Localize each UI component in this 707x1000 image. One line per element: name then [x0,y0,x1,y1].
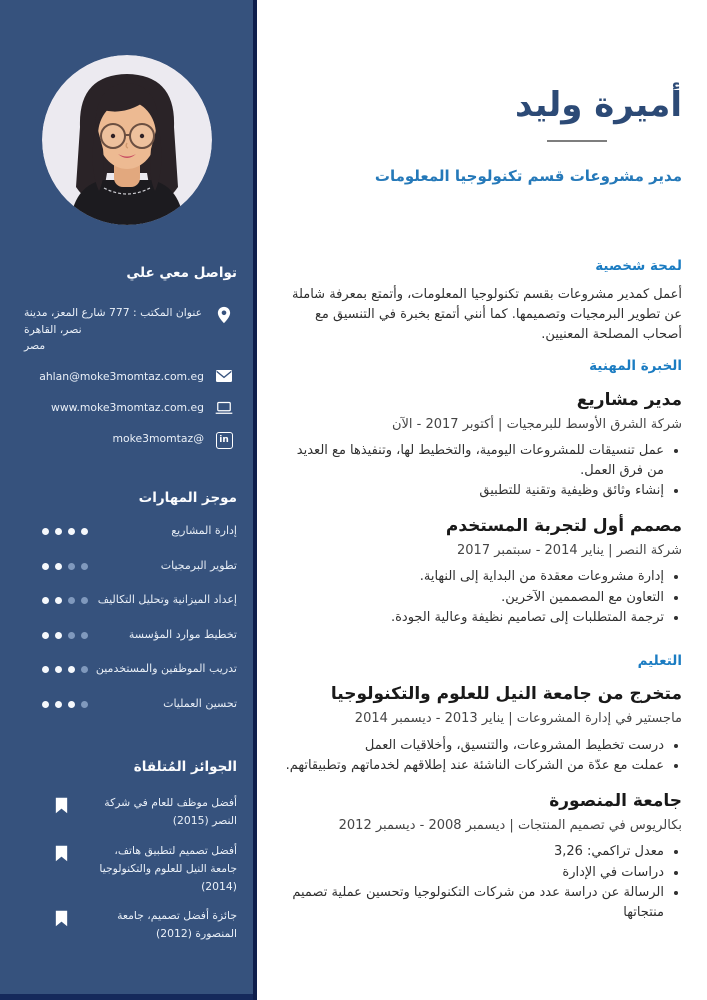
skill-label: إعداد الميزانية وتحليل التكاليف [97,593,237,607]
contact-address-row [24,305,233,355]
award-item [16,842,237,895]
education-heading: التعليم [637,652,682,669]
entry-meta: بكالريوس في تصميم المنتجات | ديسمبر 2008 - ديسمبر 2012 [338,817,682,833]
award-item [16,907,237,943]
skill-label: تدريب الموظفين والمستخدمين [95,662,237,676]
skill-label: تحسين العمليات [163,696,237,710]
bullet: • إدارة مشروعات معقدة من البداية إلى النهاية. [283,567,664,587]
skills-heading: موجز المهارات [138,489,237,506]
linkedin-icon [215,432,233,449]
bullet: • عمل تنسيقات للمشروعات اليومية، والتخطيط لها، وتنفيذها مع العديد من فرق العمل. [283,441,664,480]
entry-title: مدير مشاريع [576,390,682,411]
skill-item [16,523,237,540]
professional-title: مدير مشروعات قسم تكنولوجيا المعلومات [374,166,682,185]
bullet: • الرسالة عن دراسة عدد من شركات التكنولوجيا وتحسين عملية تصميم منتجاتها [283,883,664,922]
skill-label: تطوير البرمجيات [160,558,237,572]
entry-meta: ماجستير في إدارة المشروعات | يناير 2013 - ديسمبر 2014 [354,711,682,727]
main-content [257,0,707,1000]
contact-email-text: ahlan@moke3momtaz.com.eg [39,370,204,384]
skill-item [16,558,237,575]
entry-title: جامعة المنصورة [549,790,682,811]
contact-address-country: مصر [24,339,46,353]
experience-section [283,357,682,627]
contact-linkedin-text: moke3momtaz@ [112,431,204,445]
avatar [42,55,212,225]
contact-list [0,305,253,449]
entry-title: متخرج من جامعة النيل للعلوم والتكنولوجيا [330,684,682,705]
experience-heading: الخبرة المهنية [589,358,682,375]
entry-bullets [283,736,682,776]
contact-heading: تواصل معي علي [126,265,237,281]
envelope-icon [215,370,233,382]
contact-email-row [24,369,233,386]
location-pin-icon [215,306,233,324]
award-item [16,794,237,830]
education-section [283,652,682,922]
contact-website-text: www.moke3momtaz.com.eg [50,400,204,414]
skills-list [0,523,253,712]
contact-linkedin-row [24,431,233,449]
name-underline [547,140,607,142]
bullet: • عملت مع عدّة من الشركات الناشئة عند إطلاقهم لخدماتهم وتطبيقاتهم. [283,756,664,776]
skill-rating-dots [42,666,88,673]
skill-rating-dots [42,528,88,535]
summary-text: أعمل كمدير مشروعات بقسم تكنولوجيا المعلومات، وأتمتع بمعرفة شاملة عن تطوير البرمجيات وتصميمها. كما أنني أتمتع بخبرة في التنسيق مع أصحاب المصلحة المعنيين. [291,287,682,343]
skill-item [16,627,237,644]
sidebar [0,0,253,1000]
summary-section [283,257,682,346]
awards-list [0,794,253,943]
skill-rating-dots [42,632,88,639]
summary-heading: لمحة شخصية [595,257,682,274]
entry-bullets [283,842,682,922]
award-text: أفضل تصميم لتطبيق هاتف، جامعة النيل للعلوم والتكنولوجيا (2014) [99,843,237,893]
awards-heading: الجوائز المُتلقاة [133,759,237,776]
bullet: • التعاون مع المصممين الآخرين. [283,588,664,608]
avatar-photo-illustration [42,55,212,225]
bullet: • دراسات في الإدارة [283,863,664,883]
skill-rating-dots [42,597,88,604]
entry-meta: شركة الشرق الأوسط للبرمجيات | أكتوبر 2017 - الآن [391,416,682,432]
laptop-icon [215,401,233,415]
skill-item [16,661,237,678]
entry-bullets [283,441,682,501]
candidate-name: أميرة وليد [514,85,682,125]
bullet: • إنشاء وثائق وظيفية وتقنية للتطبيق [283,481,664,501]
bullet: • معدل تراكمي: 3,26 [283,842,664,862]
experience-entry [283,389,682,501]
skill-rating-dots [42,563,88,570]
bookmark-icon [55,845,68,866]
bookmark-icon [55,797,68,818]
sidebar-bottom-bar [0,994,253,1000]
education-entry [283,683,682,775]
skill-item [16,592,237,609]
skill-label: تخطيط موارد المؤسسة [128,627,237,641]
contact-address-line: عنوان المكتب : 777 شارع المعز، مدينة نصر، القاهرة [24,305,203,336]
education-entry [283,790,682,922]
bullet: • درست تخطيط المشروعات، والتنسيق، وأخلاقيات العمل [283,736,664,756]
skill-label: إدارة المشاريع [171,524,237,538]
award-text: جائزة أفضل تصميم، جامعة المنصورة (2012) [117,909,237,941]
award-text: أفضل موظف للعام في شركة النصر (2015) [104,796,237,828]
bullet: • ترجمة المتطلبات إلى تصاميم نظيفة وعالية الجودة. [283,608,664,628]
entry-meta: شركة النصر | يناير 2014 - سبتمبر 2017 [457,542,682,558]
skill-rating-dots [42,701,88,708]
contact-website-row [24,400,233,417]
contact-address [24,305,204,355]
entry-bullets [283,567,682,628]
experience-entry [283,515,682,628]
bookmark-icon [55,910,68,931]
skill-item [16,696,237,713]
entry-title: مصمم أول لتجربة المستخدم [445,515,682,536]
